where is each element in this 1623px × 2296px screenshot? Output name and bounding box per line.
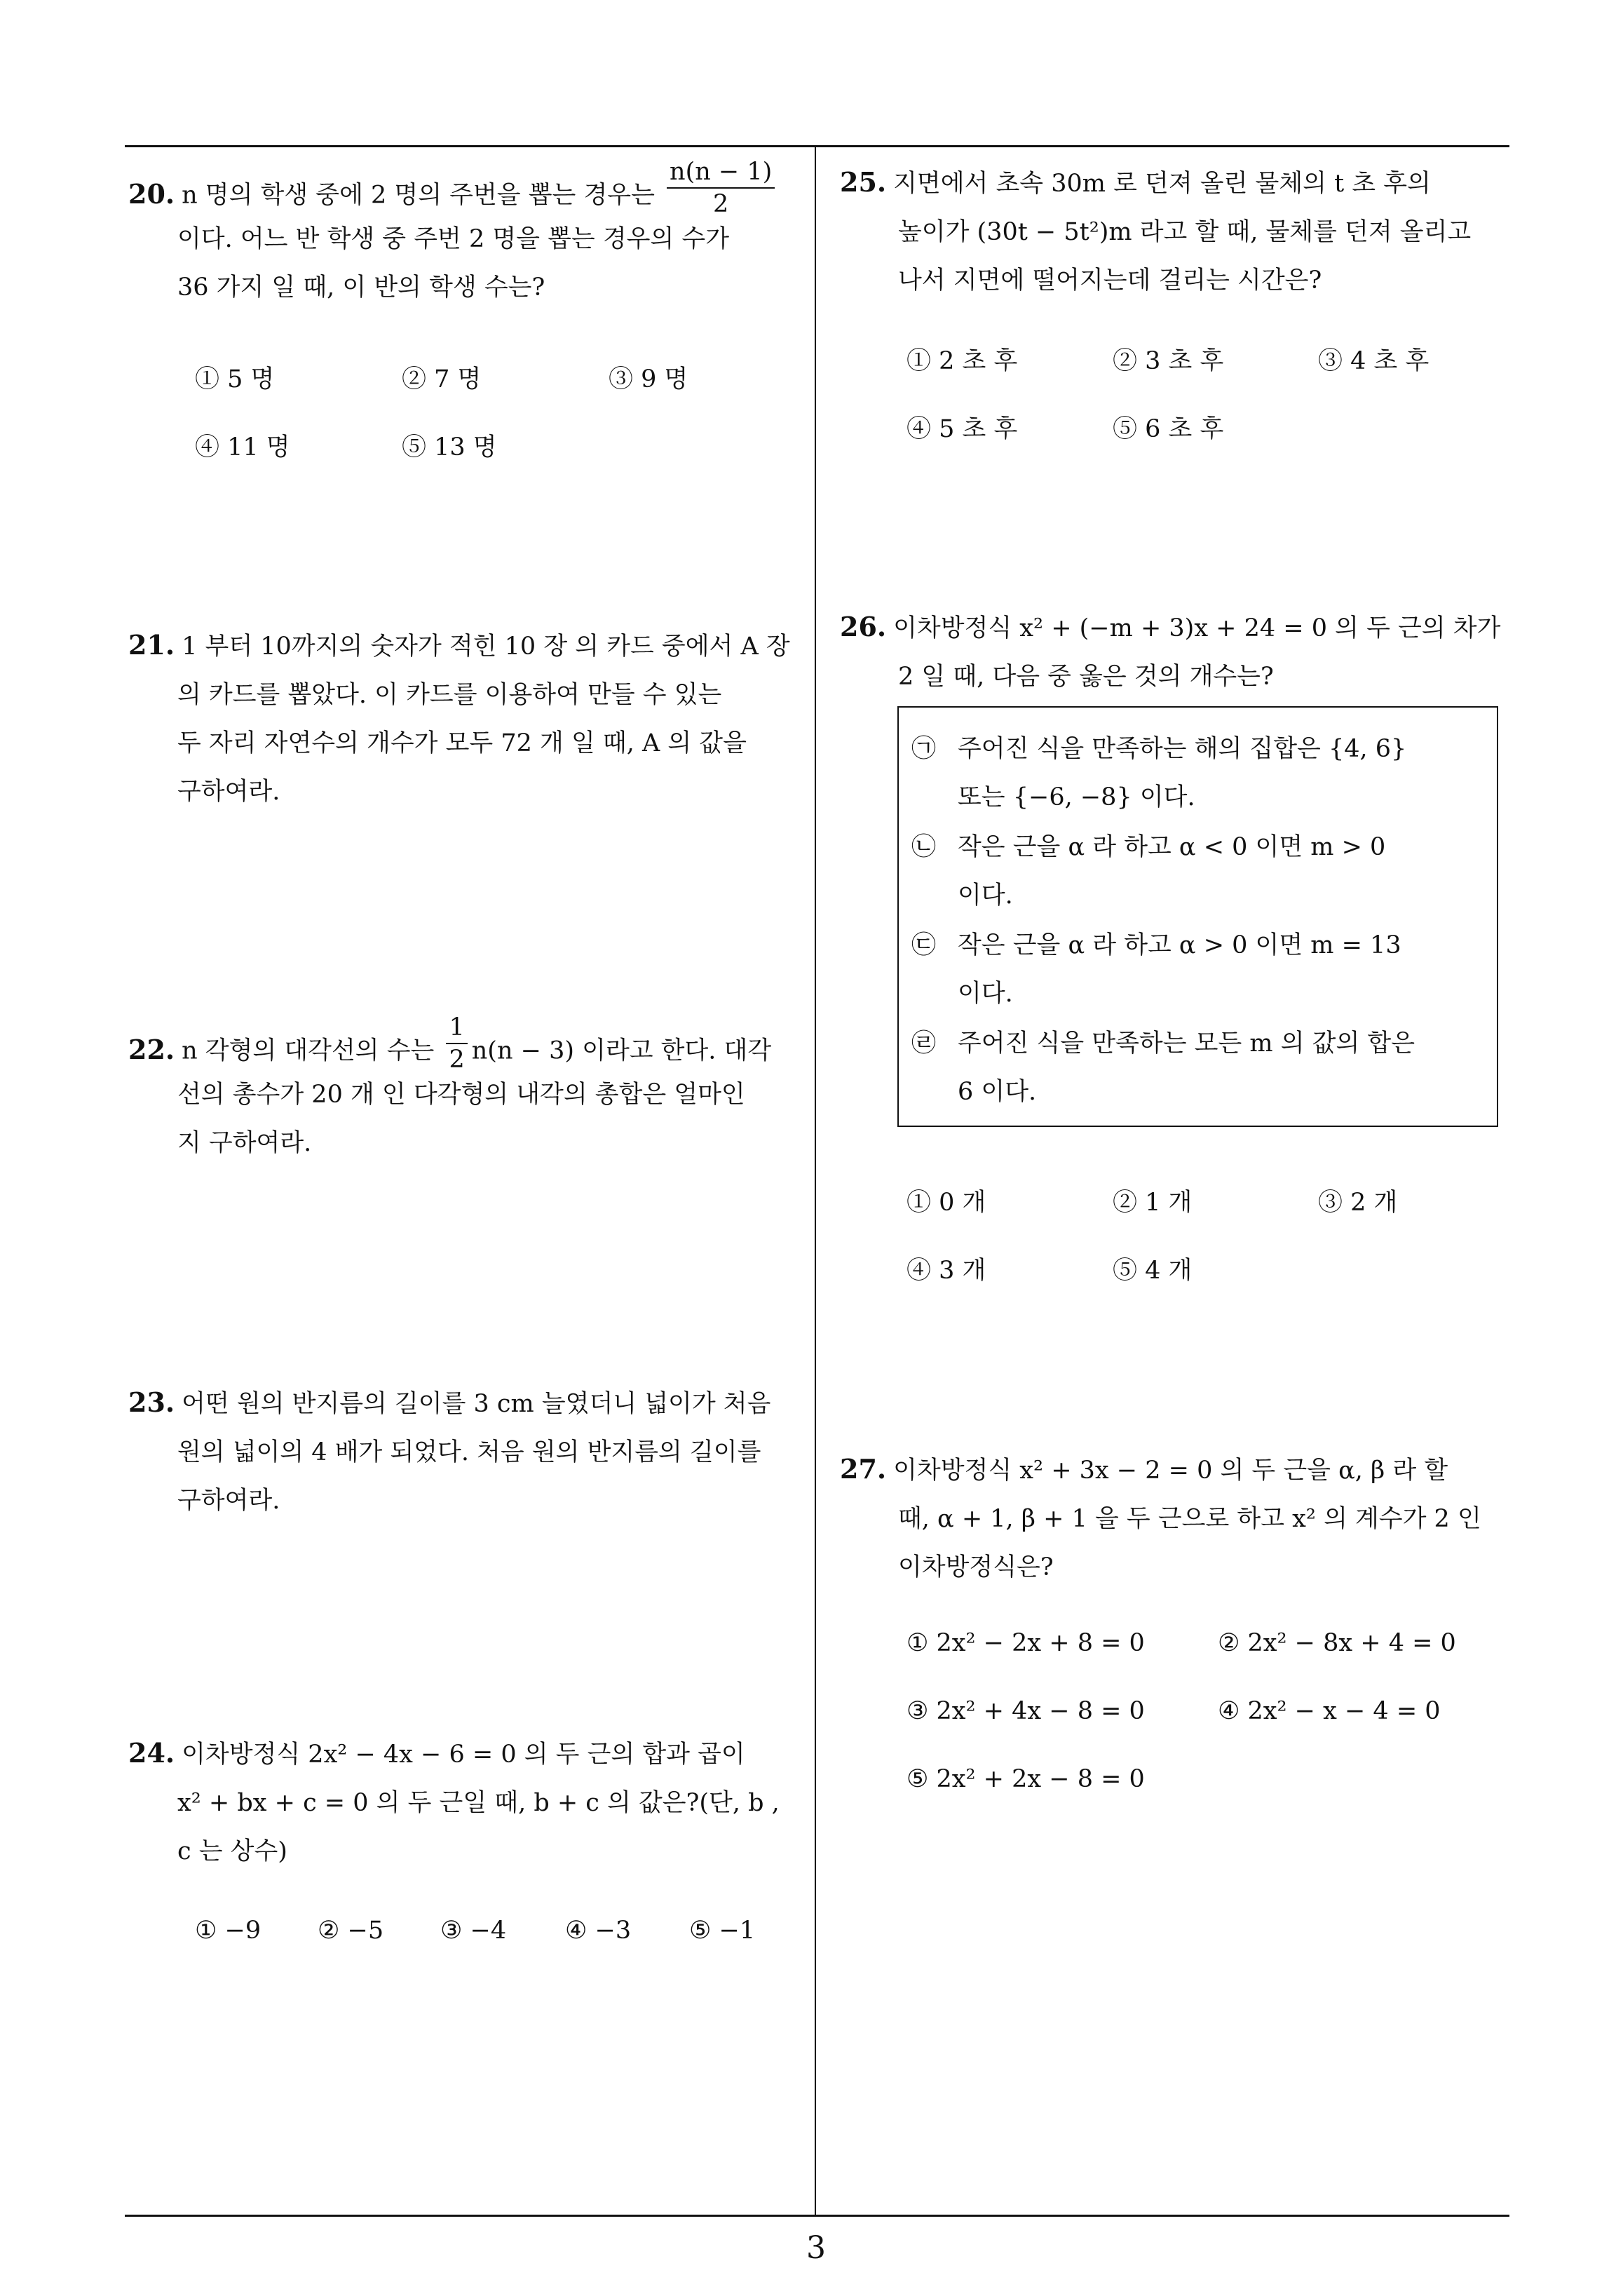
question-text: 높이가 (30t − 5t²)m 라고 할 때, 물체를 던져 올리고 bbox=[898, 218, 1472, 246]
top-rule bbox=[125, 145, 1509, 147]
choice-2[interactable]: ② 2x² − 8x + 4 = 0 bbox=[1218, 1629, 1456, 1657]
question-text: c 는 상수) bbox=[177, 1837, 287, 1865]
statement-text: 이다. bbox=[958, 882, 1013, 910]
question-text: 의 카드를 뽑았다. 이 카드를 이용하여 만들 수 있는 bbox=[177, 681, 722, 709]
statement-text: 작은 근을 α 라 하고 α > 0 이면 m = 13 bbox=[958, 931, 1401, 959]
choice-3[interactable]: ③ 2 개 bbox=[1318, 1189, 1398, 1217]
statement-text: 6 이다. bbox=[958, 1078, 1037, 1106]
choice-2[interactable]: ② 3 초 후 bbox=[1113, 347, 1224, 375]
choice-3[interactable]: ③ 4 초 후 bbox=[1318, 347, 1430, 375]
question-number: 24. bbox=[128, 1737, 175, 1769]
choice-5[interactable]: ⑤ −1 bbox=[689, 1917, 756, 1945]
bottom-rule bbox=[125, 2215, 1509, 2217]
page-number: 3 bbox=[806, 2230, 826, 2266]
choice-1[interactable]: ① 2 초 후 bbox=[906, 347, 1018, 375]
question-22 bbox=[128, 1013, 808, 1168]
choice-2[interactable]: ② 7 명 bbox=[402, 365, 482, 393]
question-text: n 각형의 대각선의 수는 bbox=[182, 1036, 435, 1065]
question-text: n(n − 3) 이라고 한다. 대각 bbox=[471, 1036, 772, 1065]
question-text: 지면에서 초속 30m 로 던져 올린 물체의 t 초 후의 bbox=[893, 170, 1431, 198]
choice-4[interactable]: ④ 2x² − x − 4 = 0 bbox=[1218, 1697, 1441, 1725]
choice-1[interactable]: ① 5 명 bbox=[195, 365, 275, 393]
question-number: 26. bbox=[840, 611, 887, 642]
fraction-numerator: 1 bbox=[446, 1012, 467, 1044]
statement-text: 또는 {−6, −8} 이다. bbox=[958, 783, 1195, 811]
choice-1[interactable]: ① 0 개 bbox=[906, 1189, 986, 1217]
choice-4[interactable]: ④ 11 명 bbox=[195, 433, 290, 461]
choice-3[interactable]: ③ 2x² + 4x − 8 = 0 bbox=[906, 1697, 1145, 1725]
statement-1 bbox=[911, 725, 1406, 822]
question-text: 이차방정식 x² + (−m + 3)x + 24 = 0 의 두 근의 차가 bbox=[893, 614, 1501, 642]
choice-2[interactable]: ② −5 bbox=[318, 1917, 384, 1945]
question-27 bbox=[840, 1445, 1520, 1592]
question-text: 구하여라. bbox=[177, 1487, 280, 1515]
question-text: 어떤 원의 반지름의 길이를 3 cm 늘였더니 넓이가 처음 bbox=[182, 1390, 771, 1418]
question-text: 구하여라. bbox=[177, 778, 280, 806]
question-text: 나서 지면에 떨어지는데 걸리는 시간은? bbox=[898, 266, 1322, 295]
statement-marker: ㉢ bbox=[911, 931, 937, 959]
question-20 bbox=[128, 158, 808, 312]
statement-marker: ㉡ bbox=[911, 833, 937, 861]
choice-4[interactable]: ④ −3 bbox=[565, 1917, 632, 1945]
statement-text: 이다. bbox=[958, 980, 1013, 1008]
question-number: 22. bbox=[128, 1033, 175, 1065]
question-text: 이다. 어느 반 학생 중 주번 2 명을 뽑는 경우의 수가 bbox=[177, 225, 730, 253]
question-text: n 명의 학생 중에 2 명의 주번을 뽑는 경우는 bbox=[182, 181, 655, 210]
choice-4[interactable]: ④ 3 개 bbox=[906, 1257, 986, 1285]
question-text: 지 구하여라. bbox=[177, 1129, 312, 1157]
question-26 bbox=[840, 602, 1520, 701]
column-divider bbox=[815, 147, 816, 2217]
fraction bbox=[446, 1012, 467, 1075]
question-text: 이차방정식 2x² − 4x − 6 = 0 의 두 근의 합과 곱이 bbox=[182, 1741, 745, 1769]
question-number: 25. bbox=[840, 166, 887, 198]
statement-2 bbox=[911, 823, 1385, 920]
question-23 bbox=[128, 1378, 808, 1525]
question-text: 2 일 때, 다음 중 옳은 것의 개수는? bbox=[898, 663, 1274, 691]
choice-3[interactable]: ③ 9 명 bbox=[609, 365, 688, 393]
choice-2[interactable]: ② 1 개 bbox=[1113, 1189, 1193, 1217]
statement-box bbox=[897, 706, 1498, 1127]
question-number: 20. bbox=[128, 177, 175, 210]
statement-text: 작은 근을 α 라 하고 α < 0 이면 m > 0 bbox=[958, 833, 1386, 861]
fraction-numerator: n(n − 1) bbox=[667, 156, 775, 189]
statement-3 bbox=[911, 921, 1401, 1018]
statement-marker: ㉣ bbox=[911, 1029, 937, 1058]
choice-5[interactable]: ⑤ 2x² + 2x − 8 = 0 bbox=[906, 1765, 1145, 1793]
question-text: 이차방정식은? bbox=[898, 1553, 1054, 1581]
fraction-denominator: 2 bbox=[713, 190, 729, 218]
fraction bbox=[667, 156, 775, 220]
question-text: 원의 넓이의 4 배가 되었다. 처음 원의 반지름의 길이를 bbox=[177, 1438, 761, 1466]
question-25 bbox=[840, 158, 1520, 305]
choice-3[interactable]: ③ −4 bbox=[440, 1917, 507, 1945]
question-number: 23. bbox=[128, 1386, 175, 1418]
fraction-denominator: 2 bbox=[449, 1046, 465, 1074]
question-text: x² + bx + c = 0 의 두 근일 때, b + c 의 값은?(단, b , bbox=[177, 1789, 780, 1817]
question-text: 때, α + 1, β + 1 을 두 근으로 하고 x² 의 계수가 2 인 bbox=[898, 1505, 1481, 1533]
statement-text: 주어진 식을 만족하는 해의 집합은 {4, 6} bbox=[958, 735, 1407, 763]
question-text: 36 가지 일 때, 이 반의 학생 수는? bbox=[177, 274, 545, 302]
statement-4 bbox=[911, 1020, 1415, 1116]
choice-5[interactable]: ⑤ 13 명 bbox=[402, 433, 497, 461]
question-21 bbox=[128, 621, 808, 816]
question-text: 이차방정식 x² + 3x − 2 = 0 의 두 근을 α, β 라 할 bbox=[893, 1457, 1448, 1485]
question-24 bbox=[128, 1729, 808, 1876]
choice-5[interactable]: ⑤ 4 개 bbox=[1113, 1257, 1193, 1285]
statement-text: 주어진 식을 만족하는 모든 m 의 값의 합은 bbox=[958, 1029, 1415, 1058]
choice-4[interactable]: ④ 5 초 후 bbox=[906, 415, 1018, 443]
choice-1[interactable]: ① 2x² − 2x + 8 = 0 bbox=[906, 1629, 1145, 1657]
question-number: 21. bbox=[128, 629, 175, 661]
statement-marker: ㉠ bbox=[911, 735, 937, 763]
question-text: 선의 총수가 20 개 인 다각형의 내각의 총합은 얼마인 bbox=[177, 1081, 745, 1109]
question-number: 27. bbox=[840, 1453, 887, 1485]
question-text: 두 자리 자연수의 개수가 모두 72 개 일 때, A 의 값을 bbox=[177, 729, 747, 757]
choice-1[interactable]: ① −9 bbox=[195, 1917, 262, 1945]
choice-5[interactable]: ⑤ 6 초 후 bbox=[1113, 415, 1224, 443]
question-text: 1 부터 10까지의 숫자가 적힌 10 장 의 카드 중에서 A 장 bbox=[182, 633, 790, 661]
